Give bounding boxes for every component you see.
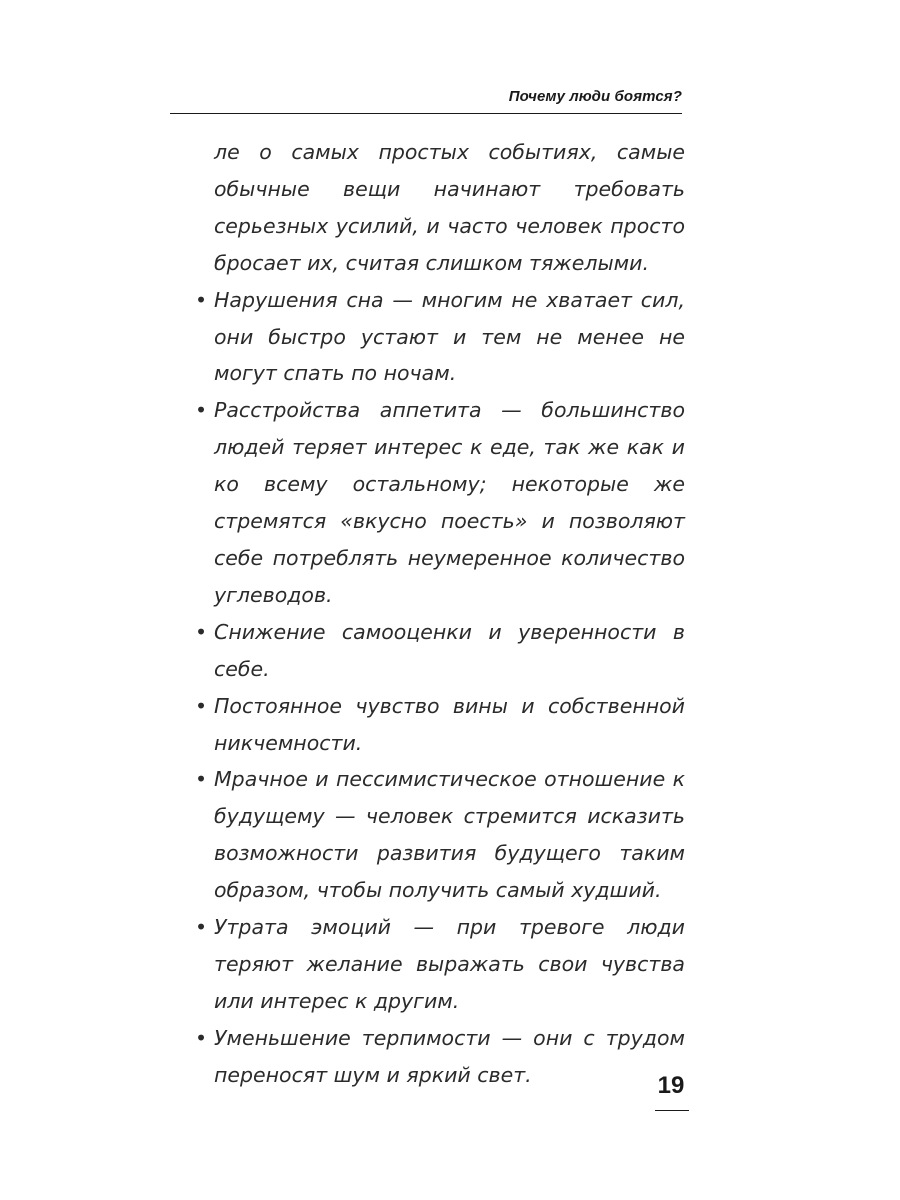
header-rule <box>170 113 682 114</box>
list-item <box>193 392 685 613</box>
list-item-text: Снижение самооценки и уверенности в себе. <box>214 619 685 681</box>
list-item-text: Утрата эмоций — при тревоге люди теряют желание выражать свои чувства или интерес к другим. <box>214 915 685 1013</box>
list-item-text: Нарушения сна — многим не хватает сил, они быстро устают и тем не менее не могут спать по ночам. <box>214 287 685 386</box>
list-item-text: Уменьшение терпимости — они с трудом переносят шум и яркий свет. <box>214 1025 685 1087</box>
bullet-icon: • <box>195 1025 208 1050</box>
list-item <box>193 909 685 1020</box>
continuation-paragraph: ле о самых простых событиях, самые обычные вещи начинают требовать серьезных усилий, и часто человек просто бросает их, считая слишком тяжелыми. <box>214 140 685 275</box>
bullet-icon: • <box>195 398 208 423</box>
list-item-text: Мрачное и пессимистическое отношение к будущему — человек стремится исказить возможности развития будущего таким образом, чтобы получить самый худший. <box>214 767 685 903</box>
bullet-icon: • <box>195 619 208 644</box>
list-item <box>193 282 685 393</box>
list-item <box>193 761 685 909</box>
bullet-icon: • <box>195 693 208 718</box>
list-item-text: Расстройства аппетита — большинство людей теряет интерес к еде, так же как и ко всему остальному; некоторые же стремятся «вкусно поесть» и позволяют себе потреблять неумеренное количество углеводов. <box>214 398 685 607</box>
list-item <box>193 688 685 762</box>
bullet-icon: • <box>195 915 208 940</box>
page-number-rule <box>655 1110 689 1111</box>
bullet-icon: • <box>195 767 208 792</box>
page-body <box>193 134 685 1094</box>
list-item <box>193 1020 685 1094</box>
symptom-list <box>193 282 685 1094</box>
list-item-text: Постоянное чувство вины и собственной никчемности. <box>214 693 685 755</box>
bullet-icon: • <box>195 287 208 312</box>
list-item <box>193 614 685 688</box>
running-head: Почему люди боятся? <box>508 88 682 105</box>
page-number: 19 <box>657 1072 685 1099</box>
